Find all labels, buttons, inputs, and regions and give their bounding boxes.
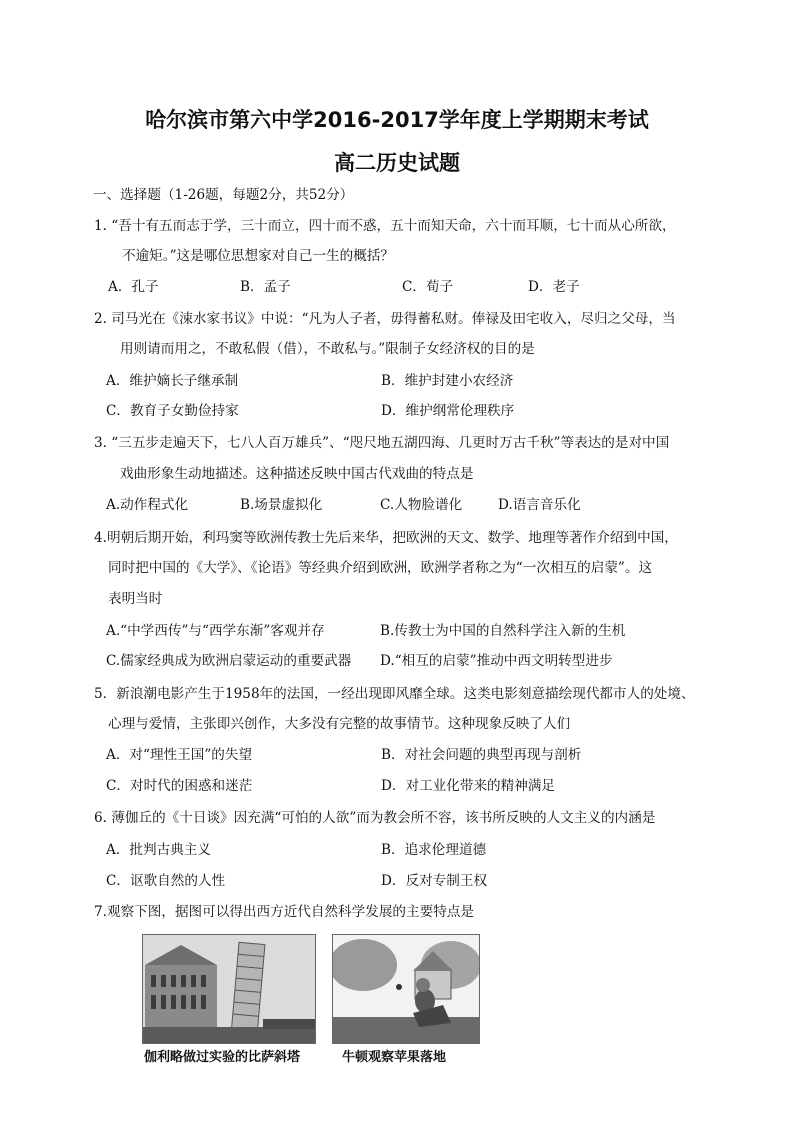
question-2-line-1: 2. 司马光在《涑水家书议》中说：“凡为人子者，毋得蓄私财。俸禄及田宅收入，尽归之父母，当 (94, 311, 676, 327)
question-5-line-1: 5．新浪潮电影产生于1958年的法国，一经出现即风靡全球。这类电影刻意描绘现代都市人的处境、 (94, 686, 695, 702)
question-2-option-a: A．维护嫡长子继承制 (106, 373, 239, 389)
question-4-option-c: C.儒家经典成为欧洲启蒙运动的重要武器 (106, 653, 352, 669)
question-5-line-2: 心理与爱情，主张即兴创作，大多没有完整的故事情节。这种现象反映了人们 (108, 716, 571, 732)
question-4-line-1: 4.明朝后期开始，利玛窦等欧洲传教士先后来华，把欧洲的天文、数学、地理等著作介绍到中国， (94, 530, 678, 546)
figure-caption-newton: 牛顿观察苹果落地 (342, 1050, 447, 1065)
section-heading: 一、选择题（1-26题，每题2分，共52分） (93, 187, 354, 203)
question-3-line-2: 戏曲形象生动地描述。这种描述反映中国古代戏曲的特点是 (120, 466, 474, 482)
question-1-line-2: 不逾矩。”这是哪位思想家对自己一生的概括？ (122, 248, 395, 264)
question-7-figure (142, 934, 482, 1068)
question-1-option-d: D．老子 (528, 279, 580, 295)
question-3-line-1: 3. “三五步走遍天下，七八人百万雄兵”、“咫尺地五湖四海、几更时万古千秋”等表达的是对中国 (94, 435, 670, 451)
question-1-option-c: C．荀子 (402, 279, 454, 295)
exam-title: 哈尔滨市第六中学2016-2017学年度上学期期末考试 (145, 108, 649, 132)
question-1-option-a: A．孔子 (108, 279, 159, 295)
question-3-option-d: D.语言音乐化 (498, 497, 581, 513)
question-4-option-b: B.传教士为中国的自然科学注入新的生机 (380, 623, 626, 639)
leaning-tower-of-pisa-image (142, 934, 316, 1044)
question-6-line-1: 6. 薄伽丘的《十日谈》因充满“可怕的人欲”而为教会所不容，该书所反映的人文主义的内涵是 (94, 810, 656, 826)
question-5-option-d: D．对工业化带来的精神满足 (381, 778, 556, 794)
question-3-option-c: C.人物脸谱化 (380, 497, 463, 513)
question-6-option-d: D．反对专制王权 (381, 873, 488, 889)
question-5-option-c: C．对时代的困惑和迷茫 (106, 778, 253, 794)
question-5-option-b: B．对社会问题的典型再现与剖析 (381, 747, 582, 763)
question-2-line-2: 用则请而用之，不敢私假（借），不敢私与。”限制子女经济权的目的是 (120, 341, 535, 357)
question-5-option-a: A．对“理性王国”的失望 (106, 747, 253, 763)
newton-apple-image (332, 934, 480, 1044)
question-1-option-b: B．孟子 (240, 279, 291, 295)
question-2-option-c: C．教育子女勤俭持家 (106, 403, 239, 419)
question-4-line-3: 表明当时 (108, 591, 163, 607)
question-2-option-b: B．维护封建小农经济 (381, 373, 514, 389)
question-4-option-a: A.“中学西传”与“西学东渐”客观并存 (106, 623, 325, 639)
question-6-option-b: B．追求伦理道德 (381, 842, 487, 858)
question-6-option-a: A．批判古典主义 (106, 842, 211, 858)
question-3-option-b: B.场景虚拟化 (240, 497, 323, 513)
question-7-line-1: 7.观察下图，据图可以得出西方近代自然科学发展的主要特点是 (94, 904, 474, 920)
question-3-option-a: A.动作程式化 (106, 497, 189, 513)
exam-subtitle: 高二历史试题 (334, 151, 460, 175)
figure-caption-pisa: 伽利略做过实验的比萨斜塔 (144, 1050, 301, 1065)
question-4-line-2: 同时把中国的《大学》、《论语》等经典介绍到欧洲，欧洲学者称之为“一次相互的启蒙”。这 (108, 560, 653, 576)
question-4-option-d: D.“相互的启蒙”推动中西文明转型进步 (380, 653, 613, 669)
question-2-option-d: D．维护纲常伦理秩序 (381, 403, 515, 419)
question-6-option-c: C．讴歌自然的人性 (106, 873, 226, 889)
question-1-line-1: 1. “吾十有五而志于学，三十而立，四十而不惑，五十而知天命，六十而耳顺，七十而从心所欲， (94, 218, 676, 234)
